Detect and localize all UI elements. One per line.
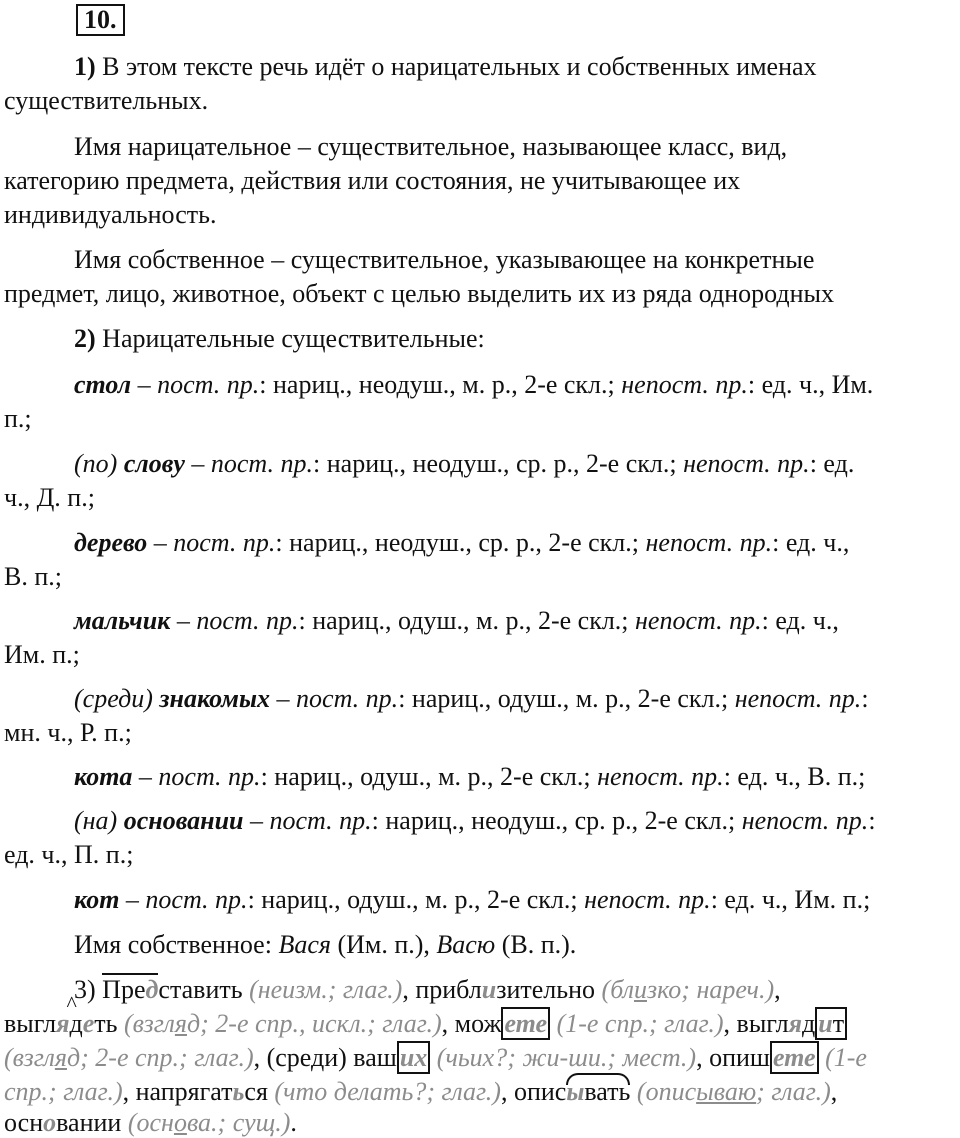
colon: : <box>710 885 725 914</box>
word-part: д <box>802 1009 816 1038</box>
dash: – <box>131 370 158 399</box>
const-label: пост. пр. <box>196 606 299 635</box>
colon: : <box>313 449 327 478</box>
colon: : <box>298 606 313 635</box>
preposition: (по) <box>74 449 124 478</box>
highlight-letter: я <box>56 1009 70 1038</box>
annotation: (бл <box>595 975 634 1004</box>
proper-lead: Имя собственное: <box>74 930 279 959</box>
nonconst-label: непост. пр. <box>645 528 773 557</box>
highlight-letter: о <box>43 1108 57 1137</box>
preposition: (на) <box>74 806 124 835</box>
p1-text: В этом тексте речь идёт о нарицательных и собственных именах <box>95 52 817 81</box>
p1-label: 1) <box>74 52 96 81</box>
colon: : <box>747 370 762 399</box>
word-part: ставить <box>158 975 243 1004</box>
p1-line-2: существительных. <box>4 86 209 115</box>
colon: : <box>761 606 776 635</box>
const-features: нариц., неодуш., ср. р., 2-е скл.; <box>385 806 736 835</box>
headword: кот <box>74 885 120 914</box>
p2-text: Нарицательные существительные: <box>95 324 485 353</box>
word-entry-2-line-2: ч., Д. п.; <box>4 483 95 512</box>
text: , прибл <box>402 975 482 1004</box>
word-part: т <box>832 1009 845 1038</box>
dash: – <box>243 806 270 835</box>
nonconst-label: непост. пр. <box>734 684 862 713</box>
word-entry-3-line-1 <box>74 528 849 558</box>
word-entry-5-line-2: мн. ч., Р. п.; <box>4 718 132 747</box>
headword: знакомых <box>159 684 271 713</box>
proper-name-2: Васю <box>436 930 496 959</box>
common-noun-line-2: категорию предмета, действия или состояния, не учитывающее их <box>4 166 741 195</box>
ending-box <box>397 1041 430 1074</box>
annotation: (чьих?; жи-ши.; мест.) <box>430 1043 697 1072</box>
ending-box <box>501 1007 550 1040</box>
word-part: ся <box>244 1077 268 1106</box>
proper-case-2: (В. п.). <box>495 930 577 959</box>
annotation: спр.; глаг.) <box>4 1077 123 1106</box>
colon-tail: : <box>861 684 869 713</box>
text: , опиш <box>696 1043 770 1072</box>
annotation: (взгл <box>117 1009 175 1038</box>
annotation-underlined: я <box>174 1009 187 1038</box>
annotation-underlined: о <box>173 1108 187 1137</box>
nonconst-label: непост. пр. <box>621 370 748 399</box>
p3-line-1 <box>74 975 781 1005</box>
proper-name-1: Вася <box>278 930 331 959</box>
nonconst-label: непост. пр. <box>635 606 762 635</box>
colon: : <box>772 528 786 557</box>
p3-line-5 <box>4 1108 297 1138</box>
colon: : <box>259 370 273 399</box>
highlight-letter: и <box>818 1009 833 1038</box>
const-features: нариц., неодуш., ср. р., 2-е скл.; <box>326 449 677 478</box>
highlight-letter: д <box>145 975 159 1004</box>
word-entry-4-line-1 <box>74 606 839 636</box>
const-label: пост. пр. <box>210 449 314 478</box>
word-part: вании <box>56 1108 122 1137</box>
dash: – <box>147 528 174 557</box>
dash: – <box>270 684 297 713</box>
word-part: д <box>69 1009 83 1038</box>
annotation: (что делать?; глаг.) <box>267 1077 501 1106</box>
highlight-ending: ете <box>504 1009 548 1038</box>
headword: основании <box>123 806 244 835</box>
p3-line-2 <box>4 1009 847 1039</box>
nonconst-label: непост. пр. <box>683 449 810 478</box>
colon: : <box>260 762 275 791</box>
text: , <box>830 1077 838 1106</box>
const-features: нариц., неодуш., м. р., 2-е скл.; <box>273 370 615 399</box>
p3-line-4 <box>4 1077 837 1107</box>
headword: кота <box>74 762 133 791</box>
nonconst-features: ед. ч., Им. <box>761 370 874 399</box>
annotation: (1-е спр.; глаг.) <box>550 1009 724 1038</box>
hat-mark <box>69 1009 82 1038</box>
dash: – <box>132 762 159 791</box>
nonconst-label: непост. пр. <box>584 885 711 914</box>
const-label: пост. пр. <box>269 806 372 835</box>
headword: дерево <box>74 528 148 557</box>
annotation-underlined: я <box>54 1043 67 1072</box>
const-features: нариц., одуш., м. р., 2-е скл.; <box>261 885 578 914</box>
word-entry-8-line-1 <box>74 885 870 915</box>
ending-box <box>815 1007 847 1040</box>
preposition: (среди) <box>74 684 160 713</box>
annotation: д; 2-е спр., искл.; глаг.) <box>186 1009 442 1038</box>
headword: мальчик <box>74 606 171 635</box>
nonconst-features: ед. ч., Им. п.; <box>724 885 871 914</box>
nonconst-features: ед. <box>823 449 855 478</box>
nonconst-label: непост. пр. <box>741 806 869 835</box>
word-part: вать <box>584 1077 631 1106</box>
headword: стол <box>74 370 132 399</box>
highlight-ending: ете <box>772 1043 816 1072</box>
const-label: пост. пр. <box>157 370 260 399</box>
nonconst-label: непост. пр. <box>597 762 724 791</box>
const-features: нариц., одуш., м. р., 2-е скл.; <box>312 606 629 635</box>
word-part: осн <box>4 1108 44 1137</box>
suffix-arc <box>566 1077 630 1106</box>
word-entry-2-line-1 <box>74 449 854 479</box>
word-entry-7-line-2: ед. ч., П. п.; <box>4 840 134 869</box>
nonconst-features: ед. ч., В. п.; <box>737 762 866 791</box>
p2-label: 2) <box>74 324 96 353</box>
word-part: выгл <box>4 1009 57 1038</box>
colon: : <box>371 806 386 835</box>
dash: – <box>119 885 146 914</box>
annotation: (осн <box>121 1108 174 1137</box>
word-entry-7-line-1 <box>74 806 876 836</box>
text: , <box>774 975 781 1004</box>
proper-name-line <box>74 930 576 960</box>
annotation: д; 2-е спр.; глаг.) <box>66 1043 254 1072</box>
highlight-letter: я <box>788 1009 803 1038</box>
word-entry-6-line-1 <box>74 762 865 792</box>
word-entry-1-line-1 <box>74 370 873 400</box>
word-part: Пре <box>102 975 146 1004</box>
highlight-ending: их <box>399 1043 428 1072</box>
word-entry-4-line-2: Им. п.; <box>4 640 80 669</box>
colon: : <box>723 762 738 791</box>
word-entry-5-line-1 <box>74 684 869 714</box>
proper-noun-line-2: предмет, лицо, животное, объект с целью выделить их из ряда однородных <box>4 279 834 308</box>
annotation: (1-е <box>818 1043 867 1072</box>
colon: : <box>247 885 262 914</box>
text: , выгл <box>723 1009 789 1038</box>
colon: : <box>398 684 412 713</box>
nonconst-features: ед. ч., <box>785 528 850 557</box>
word-entry-1-line-2: п.; <box>4 404 32 433</box>
annotation: ва.; сущ.) <box>186 1108 291 1137</box>
word-entry-3-line-2: В. п.; <box>4 562 62 591</box>
annotation: (неизм.; глаг.) <box>242 975 403 1004</box>
p3-label: 3) <box>74 975 103 1004</box>
p2-heading <box>74 324 485 354</box>
colon: : <box>809 449 824 478</box>
annotation-underlined: и <box>633 975 647 1004</box>
const-label: пост. пр. <box>145 885 248 914</box>
const-features: нариц., неодуш., ср. р., 2-е скл.; <box>289 528 639 557</box>
text: , опис <box>500 1077 567 1106</box>
annotation: ; глаг.) <box>756 1077 831 1106</box>
word-part: ть <box>94 1009 118 1038</box>
prefix-mark <box>102 973 158 1004</box>
dash: – <box>184 449 211 478</box>
const-label: пост. пр. <box>158 762 261 791</box>
text: , напрягат <box>122 1077 233 1106</box>
exercise-number: 10. <box>76 4 125 36</box>
annotation: (взгл <box>4 1043 55 1072</box>
annotation: (опис <box>630 1077 697 1106</box>
text: , мож <box>441 1009 502 1038</box>
const-label: пост. пр. <box>296 684 399 713</box>
p1-line-1 <box>74 52 817 82</box>
p3-line-3 <box>4 1043 867 1073</box>
headword: слову <box>123 449 185 478</box>
text: , (среди) ваш <box>253 1043 397 1072</box>
const-features: нариц., одуш., м. р., 2-е скл.; <box>274 762 591 791</box>
highlight-letter: ы <box>566 1077 585 1106</box>
nonconst-features: ед. ч., <box>775 606 839 635</box>
const-label: пост. пр. <box>173 528 276 557</box>
highlight-letter: ь <box>232 1077 245 1106</box>
colon: : <box>275 528 290 557</box>
dash: – <box>170 606 197 635</box>
annotation: зко; нареч.) <box>646 975 775 1004</box>
proper-case-1: (Им. п.), <box>330 930 437 959</box>
common-noun-line-3: индивидуальность. <box>4 200 217 229</box>
ending-box <box>770 1041 819 1074</box>
word-part: зительно <box>496 975 596 1004</box>
text: . <box>290 1108 297 1137</box>
colon-tail: : <box>868 806 876 835</box>
highlight-letter: е <box>82 1009 95 1038</box>
proper-noun-line-1: Имя собственное – существительное, указывающее на конкретные <box>74 245 815 274</box>
annotation-underlined: ываю <box>696 1077 757 1106</box>
highlight-letter: и <box>481 975 497 1004</box>
const-features: нариц., одуш., м. р., 2-е скл.; <box>411 684 729 713</box>
common-noun-line-1: Имя нарицательное – существительное, называющее класс, вид, <box>74 132 788 161</box>
